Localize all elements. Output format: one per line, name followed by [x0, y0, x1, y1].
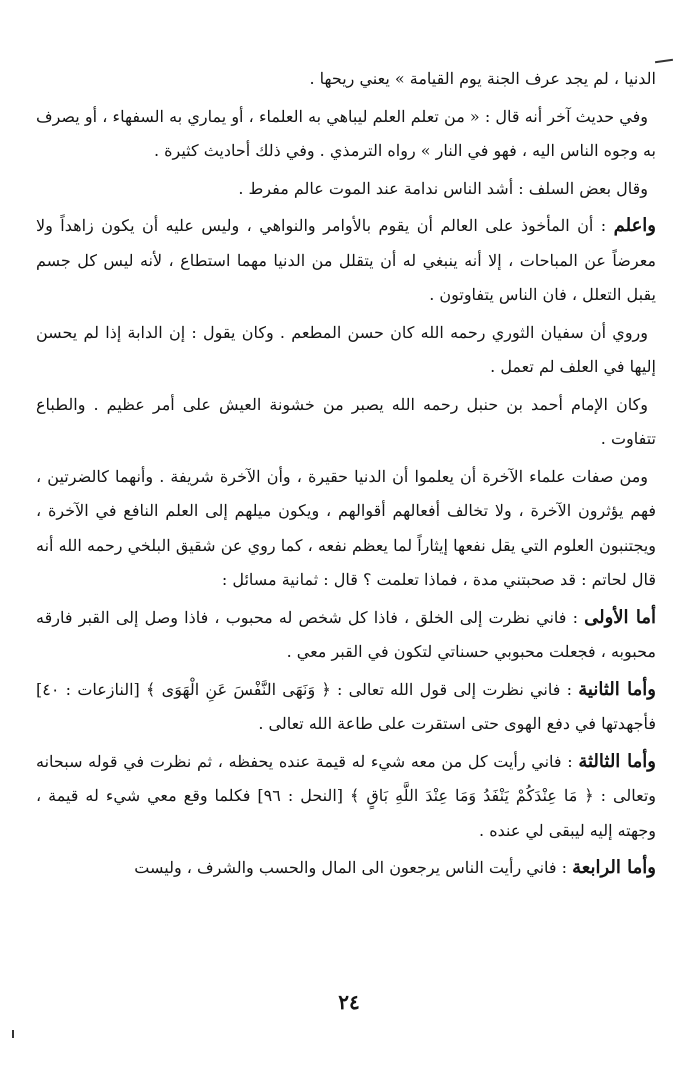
paragraph-8-text: : فاني نظرت إلى الخلق ، فاذا كل شخص له محبوب ، فاذا وصل إلى القبر فارقه محبوبه ، فجعلت محبوبي حسناتي لتكون في القبر معي . [36, 607, 656, 661]
paragraph-7 [36, 460, 656, 598]
paragraph-7-text: ومن صفات علماء الآخرة أن يعلموا أن الدنيا حقيرة ، وأن الآخرة شريفة . وأنهما كالضرتين ، فهم يؤثرون الآخرة ، ولا تخالف أفعالهم أقوالهم ، ويكون ميلهم إلى العلم النافع في الآخرة ، ويجتنبون العلوم التي يقل نفعها إيثاراً لما يعظم نفعه ، كما روي عن شقيق البلخي رحمه الله أنه قال لحاتم : قد صحبتني مدة ، فماذا تعلمت ؟ قال : ثمانية مسائل : [36, 466, 656, 589]
paragraph-2-text: وفي حديث آخر أنه قال : « من تعلم العلم ليباهي به العلماء ، أو يماري به السفهاء ، أو يصرف به وجوه الناس اليه ، فهو في النار » رواه الترمذي . وفي ذلك أحاديث كثيرة . [36, 106, 656, 160]
edge-mark [12, 1030, 14, 1038]
paragraph-5 [36, 316, 656, 385]
paragraph-1 [36, 62, 656, 97]
paragraph-3-text: وقال بعض السلف : أشد الناس ندامة عند الموت عالم مفرط . [238, 178, 648, 198]
paragraph-10-text: : فاني رأيت كل من معه شيء له قيمة عنده يحفظه ، ثم نظرت في قوله سبحانه وتعالى : ﴿ مَا عِنْدَكُمْ يَنْفَدُ وَمَا عِنْدَ اللَّهِ بَاقٍ ﴾ [النحل : ٩٦] فكلما وقع معي شيء له قيمة ، وجهته إليه ليبقى لي عنده . [36, 751, 657, 840]
paragraph-4-text: : أن المأخوذ على العالم أن يقوم بالأوامر والنواهي ، وليس عليه أن يكون زاهداً ولا معرضاً عن المباحات ، إلا أنه ينبغي له أن يتقلل من الدنيا مهما استطاع ، لأنه ليس كل جسم يقبل التعلل ، فان الناس يتفاوتون . [36, 216, 656, 304]
paragraph-8-lead: أما الأولى [584, 606, 656, 628]
paragraph-6-text: وكان الإمام أحمد بن حنبل رحمه الله يصبر من خشونة العيش على أمر عظيم . والطباع تتفاوت . [36, 394, 656, 448]
paragraph-11-text: : فاني رأيت الناس يرجعون الى المال والحسب والشرف ، وليست [134, 858, 573, 877]
paragraph-4 [36, 209, 656, 313]
paragraph-8 [36, 601, 656, 670]
paragraph-10-lead: وأما الثالثة [578, 750, 656, 772]
paragraph-10 [36, 745, 656, 849]
paragraph-11 [36, 851, 656, 886]
page-body [36, 62, 656, 889]
paragraph-9-text: : فاني نظرت إلى قول الله تعالى : ﴿ وَنَهَى النَّفْسَ عَنِ الْهَوَى ﴾ [النازعات : ٤٠] فأجهدتها في دفع الهوى حتى استقرت على طاعة الله تعالى . [36, 679, 656, 733]
paragraph-5-text: وروي أن سفيان الثوري رحمه الله كان حسن المطعم . وكان يقول : إن الدابة إذا لم يحسن إليها في العلف لم تعمل . [36, 322, 656, 376]
paragraph-9-lead: وأما الثانية [578, 678, 656, 700]
page-number: ٢٤ [338, 990, 360, 1014]
paragraph-4-lead: واعلم [613, 215, 656, 236]
paragraph-6 [36, 388, 656, 457]
paragraph-3 [36, 172, 656, 207]
paragraph-2 [36, 100, 656, 169]
paragraph-9 [36, 673, 656, 742]
paragraph-11-lead: وأما الرابعة [572, 857, 656, 878]
paragraph-1-text: الدنيا ، لم يجد عرف الجنة يوم القيامة » يعني ريحها . [309, 69, 656, 88]
corner-mark [655, 59, 673, 63]
